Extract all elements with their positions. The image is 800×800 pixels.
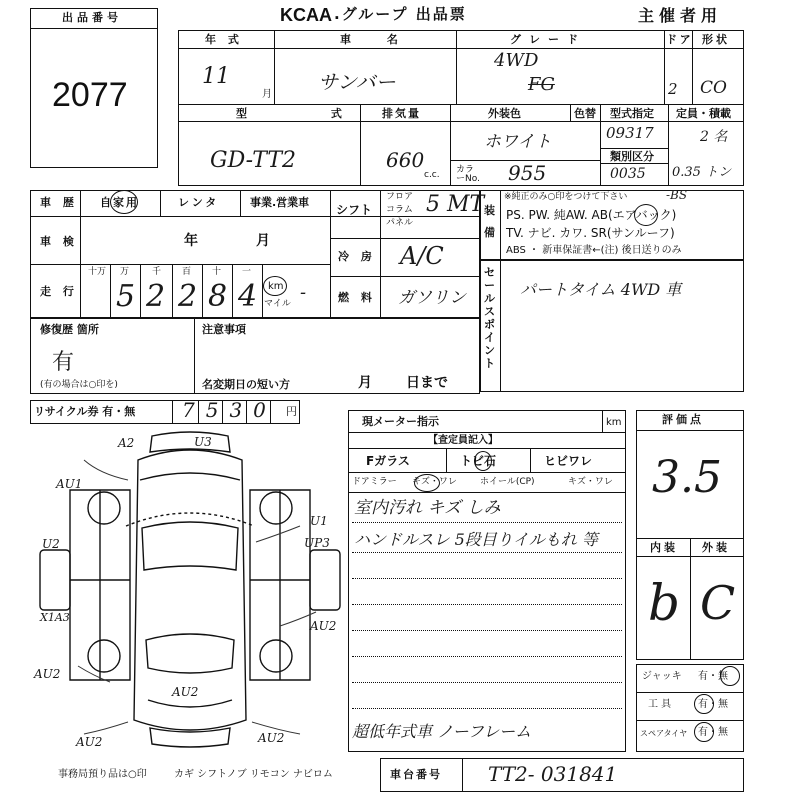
displacement-value: 660 [386, 148, 425, 172]
doors-value: 2 [668, 80, 678, 98]
scratch-crack-label: キズ・ワレ [412, 477, 457, 487]
mark-u3: U3 [194, 435, 212, 449]
digit-label-100: 百 [182, 267, 192, 277]
crack-label: ヒビワレ [544, 454, 593, 468]
mark-u1: U1 [310, 514, 328, 528]
shift-label: シフト [336, 203, 373, 217]
f-glass-label: Fガラス [366, 454, 410, 468]
digit-label-1: 一 [242, 267, 252, 277]
sales-point-value: パートタイム 4WD 車 [520, 280, 682, 299]
capacity-label: 定員・積載 [676, 107, 731, 120]
inspection-note-line3: 超低年式車 ノーフレーム [352, 722, 532, 741]
digit-label-10k: 万 [120, 267, 130, 277]
name-value: サンバー [318, 70, 396, 94]
shape-value: CO [700, 78, 727, 98]
mileage-digit: 5 [116, 279, 136, 314]
jack-no-circle [720, 666, 740, 686]
history-label: 車 歴 [40, 196, 78, 209]
spare-label: スペアタイヤ [640, 729, 688, 738]
color-no-label: カラーNo. [456, 165, 480, 184]
mileage-digit: 8 [208, 279, 228, 314]
equipment-line1: PS. PW. 純AW. AB(エアバック) [506, 208, 677, 222]
mileage-dash: - [300, 282, 307, 303]
mileage-digit: 4 [238, 279, 258, 314]
inspector-label: 【査定員記入】 [428, 435, 498, 446]
history-rental-option[interactable]: レンタ [178, 196, 220, 209]
grade-label: グレード [510, 33, 586, 46]
mark-xa3: X1A3 [40, 611, 70, 624]
ext-color-label: 外装色 [488, 107, 521, 120]
caution-label: 注意事項 [202, 323, 246, 336]
lot-number-label: 出品番号 [62, 11, 122, 24]
repair-note: (有の場合は○印を) [40, 380, 118, 390]
private-circle [110, 190, 138, 214]
expiry-month: 月 [358, 375, 372, 391]
ac-value: A/C [400, 242, 444, 270]
ac-label: 冷 房 [338, 250, 376, 263]
capacity-load: 0.35 トン [672, 165, 732, 180]
score-value: 3.5 [652, 452, 722, 503]
mileage-digit: 2 [178, 279, 198, 314]
mile-unit: マイル [264, 299, 291, 309]
grade-struck: FG [528, 74, 555, 95]
chip-circle [474, 451, 492, 471]
year-value: 11 [202, 64, 230, 89]
chassis-value: TT2- 031841 [488, 762, 618, 786]
scratch-circle [414, 474, 440, 492]
model-value: GD-TT2 [210, 148, 297, 173]
capacity-persons: 2 名 [700, 129, 728, 145]
wheel-label: ホイール(CP) [480, 477, 535, 487]
door-mirror-label: ドアミラー [352, 477, 397, 487]
chip-label: トビ石 [460, 454, 497, 468]
office-note: 事務局預り品は○印 [58, 769, 147, 780]
inspection-label: 車 検 [40, 235, 78, 248]
displacement-label: 排気量 [382, 107, 421, 120]
spare-yes-circle [694, 722, 714, 742]
jack-label: ジャッキ [642, 671, 682, 682]
shift-option-floor[interactable]: フロア [386, 192, 414, 202]
repair-label: 修復歴 箇所 [40, 323, 99, 336]
mark-a2: A2 [118, 436, 135, 450]
inspection-month-label: 月 [256, 233, 270, 249]
equipment-handwritten-note: -BS [666, 188, 688, 202]
shift-option-panel[interactable]: パネル [386, 218, 414, 228]
ab-circle [634, 204, 658, 226]
month-suffix: 月 [262, 89, 272, 100]
shape-label: 形状 [702, 33, 730, 46]
doors-label: ドア [666, 33, 694, 46]
office-items: カギ シフトノブ リモコン ナビロム [174, 769, 333, 780]
fuel-value: ガソリン [398, 288, 466, 308]
color-change-label: 色替 [574, 107, 596, 120]
equipment-label: 装備 [484, 204, 495, 239]
meter-label: 現メーター指示 [362, 415, 439, 428]
interior-label: 内装 [650, 541, 678, 554]
spare-options[interactable]: 有・無 [698, 727, 728, 738]
jack-options[interactable]: 有・無 [698, 671, 728, 682]
repair-value: 有 [52, 350, 75, 375]
mark-u2: U2 [42, 537, 60, 551]
mark-au2-bottom: AU2 [172, 685, 199, 699]
recycle-label: リサイクル券 有・無 [34, 405, 136, 418]
equipment-note: ※純正のみ○印をつけて下さい [504, 192, 628, 202]
recycle-unit: 円 [286, 405, 297, 418]
exterior-label: 外装 [702, 541, 730, 554]
shift-option-column[interactable]: コラム [386, 205, 413, 215]
ext-color-value: ホワイト [484, 132, 552, 152]
category-label: 類別区分 [610, 150, 654, 163]
inspection-note-line1: 室内汚れ キズ しみ [354, 498, 501, 518]
model-label: 型 式 [236, 107, 382, 120]
tools-yes-circle [694, 694, 714, 714]
expiry-label: 名変期日の短い方 [202, 378, 290, 391]
sales-point-label: セールスポイント [484, 266, 495, 370]
brand-logo: KCAA [280, 5, 332, 25]
recycle-value: 7530 [182, 398, 277, 422]
equipment-line2: TV. ナビ. カワ. SR(サンルーフ) [506, 226, 675, 240]
history-commercial-option[interactable]: 事業.営業車 [250, 196, 310, 209]
mileage-label: 走 行 [40, 285, 78, 298]
inspection-year-label: 年 [184, 233, 198, 249]
digit-label-100k: 十万 [88, 267, 107, 277]
tools-label: 工 具 [648, 699, 672, 710]
cc-unit: c.c. [424, 170, 440, 180]
form-title: .グループ 出品票 [334, 5, 467, 23]
organizer-use: 主催者用 [638, 6, 723, 25]
mark-au2-rear-left: AU2 [76, 735, 103, 749]
category-value: 0035 [610, 166, 646, 182]
interior-value: b [648, 574, 681, 632]
digit-label-10: 十 [212, 267, 222, 277]
shift-value: 5 MT [426, 192, 485, 217]
equipment-line3: ABS ・ 新車保証書←(注) 後日送りのみ [506, 245, 682, 256]
score-label: 評価点 [662, 413, 704, 426]
expiry-day: 日まで [406, 375, 448, 391]
mark-au1: AU1 [56, 477, 83, 491]
mark-au2-left: AU2 [34, 667, 61, 681]
year-label: 年 式 [205, 33, 243, 46]
type-designation-value: 09317 [606, 124, 654, 142]
mark-au2-right: AU2 [310, 619, 337, 633]
km-circle [263, 276, 287, 296]
mark-au2-rear-right: AU2 [258, 731, 285, 745]
fuel-label: 燃 料 [338, 291, 376, 304]
scratch-crack-label-2: キズ・ワレ [568, 477, 613, 487]
lot-number: 2077 [52, 76, 128, 114]
km-unit: km [268, 281, 284, 292]
tools-options[interactable]: 有・無 [698, 699, 728, 710]
exterior-value: C [700, 576, 736, 630]
type-designation-label: 型式指定 [610, 107, 654, 120]
chassis-label: 車台番号 [390, 768, 442, 781]
digit-label-1k: 千 [152, 267, 162, 277]
name-label: 車 名 [340, 33, 414, 46]
meter-km-unit: km [606, 417, 622, 428]
grade-value: 4WD [494, 50, 539, 71]
history-private-option[interactable]: 自家用 [100, 196, 139, 209]
color-no-value: 955 [508, 161, 547, 185]
mark-up3: UP3 [304, 536, 330, 550]
inspection-note-line2: ハンドルスレ 5段目りイルもれ 等 [354, 530, 598, 549]
mileage-digit: 2 [146, 279, 166, 314]
